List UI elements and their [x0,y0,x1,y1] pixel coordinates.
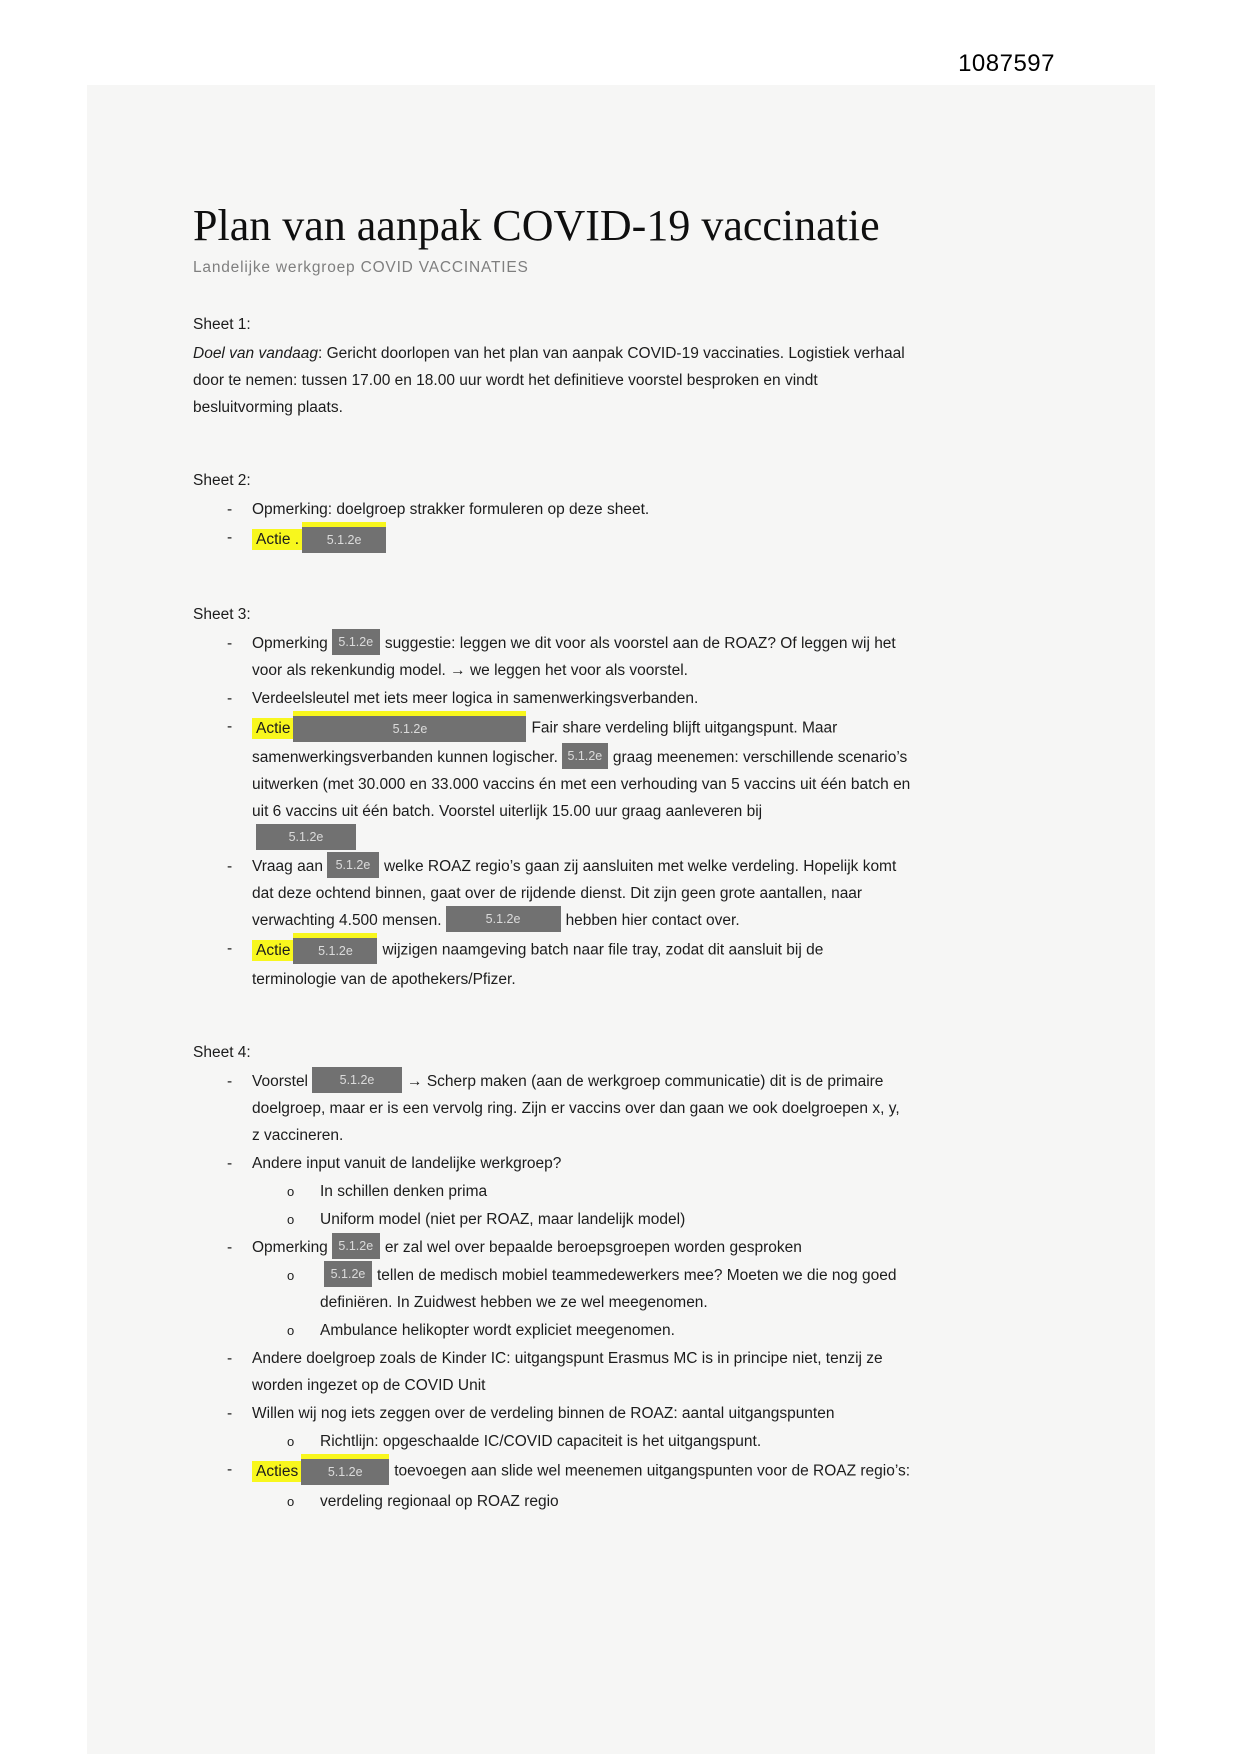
bullet-text [252,685,911,712]
section-heading: Sheet 3: [193,606,251,624]
bullet-item [193,853,911,934]
redaction-label: 5.1.2e [392,721,428,736]
bullet-marker: - [227,718,233,736]
bullet-text [320,1262,911,1316]
bullet-item [193,1345,911,1399]
bullet-marker: - [227,1350,233,1368]
text-run: Ambulance helikopter wordt expliciet meegenomen. [320,1322,675,1340]
section-items [193,1068,911,1515]
document-subtitle: Landelijke werkgroep COVID VACCINATIES [193,259,529,277]
section-items [193,630,911,993]
bullet-item [193,1068,911,1149]
bullet-text [320,1178,911,1205]
text-run: Opmerking: doelgroep strakker formuleren op deze sheet. [252,501,650,519]
bullet-marker: - [227,1461,233,1479]
redaction-label: 5.1.2e [330,1266,366,1281]
bullet-text [252,713,911,852]
bullet-marker: o [287,1268,295,1284]
redaction-label: 5.1.2e [485,911,521,926]
paragraph [193,340,911,421]
bullet-item [193,524,911,555]
bullet-text [320,1488,911,1515]
highlighted-text: Acties [252,1461,301,1482]
page-content [87,85,911,1515]
sub-bullet-item [193,1178,911,1205]
redaction-box [446,906,561,932]
sub-bullet-item [193,1262,911,1316]
bullet-marker: - [227,1155,233,1173]
redaction-box [312,1067,402,1093]
highlighted-text: Actie [252,940,293,961]
text-run: Richtlijn: opgeschaalde IC/COVID capaciteit is het uitgangspunt. [320,1433,762,1451]
text-run: hebben hier contact over. [565,912,740,930]
section-heading: Sheet 4: [193,1044,251,1062]
text-run: tellen de medisch mobiel teammedewerkers mee? Moeten we die nog goed definiëren. In Zuidwest hebben we ze wel meegenomen. [320,1267,897,1312]
redaction-box [256,824,356,850]
text-run: Voorstel [252,1073,309,1091]
sub-bullet-item [193,1317,911,1344]
text-run: verdeling regionaal op ROAZ regio [320,1493,559,1511]
bullet-item [193,1150,911,1177]
bullet-text [252,496,911,523]
bullet-text [252,935,911,993]
redaction-box [332,1233,380,1259]
bullet-text [252,1345,911,1399]
bullet-text [252,524,911,555]
text-run: Andere input vanuit de landelijke werkgroep? [252,1155,562,1173]
redaction-box [562,743,608,769]
bullet-item [193,1456,911,1487]
bullet-marker: - [227,1073,233,1091]
redaction-box [302,522,386,553]
redaction-label: 5.1.2e [288,829,324,844]
bullet-item [193,685,911,712]
document-section [193,311,911,421]
bullet-marker: o [287,1434,295,1450]
text-run: er zal wel over bepaalde beroepsgroepen worden gesproken [384,1239,802,1257]
section-heading: Sheet 2: [193,472,251,490]
sub-bullet-item [193,1488,911,1515]
text-run: Fair share verdeling blijft uitgangspunt. Maar samenwerkingsverbanden kunnen logischer. [252,719,838,767]
text-run: graag meenemen: verschillende scenario’s uitwerken (met 30.000 en 33.000 vaccins én met een verhouding van 5 vaccins uit één batch en uit 6 vaccins uit één batch. Voorstel uiterlijk 15.00 uur graag aanleveren bij [252,749,911,821]
redaction-box [327,852,379,878]
text-run: toevoegen aan slide wel meenemen uitgangspunten voor de ROAZ regio’s: [394,1462,911,1480]
bullet-text [252,1068,911,1149]
text-run: Vraag aan [252,858,323,876]
document-number: 1087597 [958,50,1055,77]
bullet-marker: - [227,1405,233,1423]
bullet-text [252,853,911,934]
document-title: Plan van aanpak COVID-19 vaccinatie [193,201,880,250]
redaction-label: 5.1.2e [338,1238,374,1253]
bullet-text [320,1206,911,1233]
bullet-text [252,630,911,684]
redaction-box [332,629,380,655]
section-heading: Sheet 1: [193,316,251,334]
text-run: wijzigen naamgeving batch naar file tray, zodat dit aansluit bij de terminologie van de apothekers/Pfizer. [252,941,824,989]
text-run: Verdeelsleutel met iets meer logica in samenwerkingsverbanden. [252,690,699,708]
document-section [193,601,911,993]
text-run: → Scherp maken (aan de werkgroep communicatie) dit is de primaire doelgroep, maar er is een vervolg ring. Zijn er vaccins over dan gaan we ook doelgroepen x, y, z vaccineren. [252,1073,900,1145]
sub-bullet-item [193,1206,911,1233]
bullet-marker: o [287,1212,295,1228]
text-run: welke ROAZ regio’s gaan zij aansluiten met welke verdeling. Hopelijk komt dat deze ochtend binnen, gaat over de rijdende dienst. Dit zijn geen grote aantallen, naar verwachting 4.500 mensen. [252,858,897,930]
bullet-text [252,1456,911,1487]
bullet-marker: - [227,529,233,547]
section-items [193,496,911,555]
redaction-label: 5.1.2e [326,532,362,547]
redaction-label: 5.1.2e [318,943,353,958]
bullet-text [252,1150,911,1177]
text-run: Andere doelgroep zoals de Kinder IC: uitgangspunt Erasmus MC is in principe niet, tenzij ze worden ingezet op de COVID Unit [252,1350,883,1395]
italic-text: Doel van vandaag [193,345,318,363]
redaction-label: 5.1.2e [339,1072,375,1087]
bullet-text [320,1428,911,1455]
redaction-box [301,1454,389,1485]
text-run: Uniform model (niet per ROAZ, maar landelijk model) [320,1211,686,1229]
redaction-box [293,933,377,964]
bullet-item [193,496,911,523]
text-run: In schillen denken prima [320,1183,488,1201]
scanned-page [87,85,1155,1754]
highlighted-text: Actie . [252,529,302,550]
section-items [193,340,911,421]
document-body [193,311,911,1515]
text-run: Opmerking [252,635,328,653]
bullet-item [193,935,911,993]
bullet-marker: o [287,1184,295,1200]
bullet-marker: - [227,501,233,519]
text-run: : Gericht doorlopen van het plan van aanpak COVID-19 vaccinaties. Logistiek verhaal door te nemen: tussen 17.00 en 18.00 uur wordt het definitieve voorstel besproken en vindt besluitvorming plaats. [193,345,905,417]
redaction-label: 5.1.2e [338,634,374,649]
bullet-item [193,1234,911,1261]
bullet-text [320,1317,911,1344]
bullet-item [193,1400,911,1427]
bullet-marker: - [227,635,233,653]
redaction-label: 5.1.2e [327,1464,363,1479]
redaction-box [293,711,526,742]
bullet-text [252,1400,911,1427]
bullet-marker: - [227,940,233,958]
bullet-text [252,1234,911,1261]
bullet-marker: o [287,1494,295,1510]
document-section [193,467,911,555]
text-run: Opmerking [252,1239,328,1257]
bullet-marker: - [227,1239,233,1257]
bullet-marker: o [287,1323,295,1339]
redaction-label: 5.1.2e [567,748,603,763]
document-section [193,1039,911,1515]
redaction-box [324,1261,372,1287]
redaction-label: 5.1.2e [335,857,371,872]
highlighted-text: Actie [252,718,293,739]
bullet-item [193,713,911,852]
bullet-item [193,630,911,684]
bullet-marker: - [227,858,233,876]
text-run: Willen wij nog iets zeggen over de verdeling binnen de ROAZ: aantal uitgangspunten [252,1405,835,1423]
bullet-marker: - [227,690,233,708]
text-run: suggestie: leggen we dit voor als voorstel aan de ROAZ? Of leggen wij het voor als rekenkundig model. → we leggen het voor als voorstel. [252,635,896,680]
sub-bullet-item [193,1428,911,1455]
